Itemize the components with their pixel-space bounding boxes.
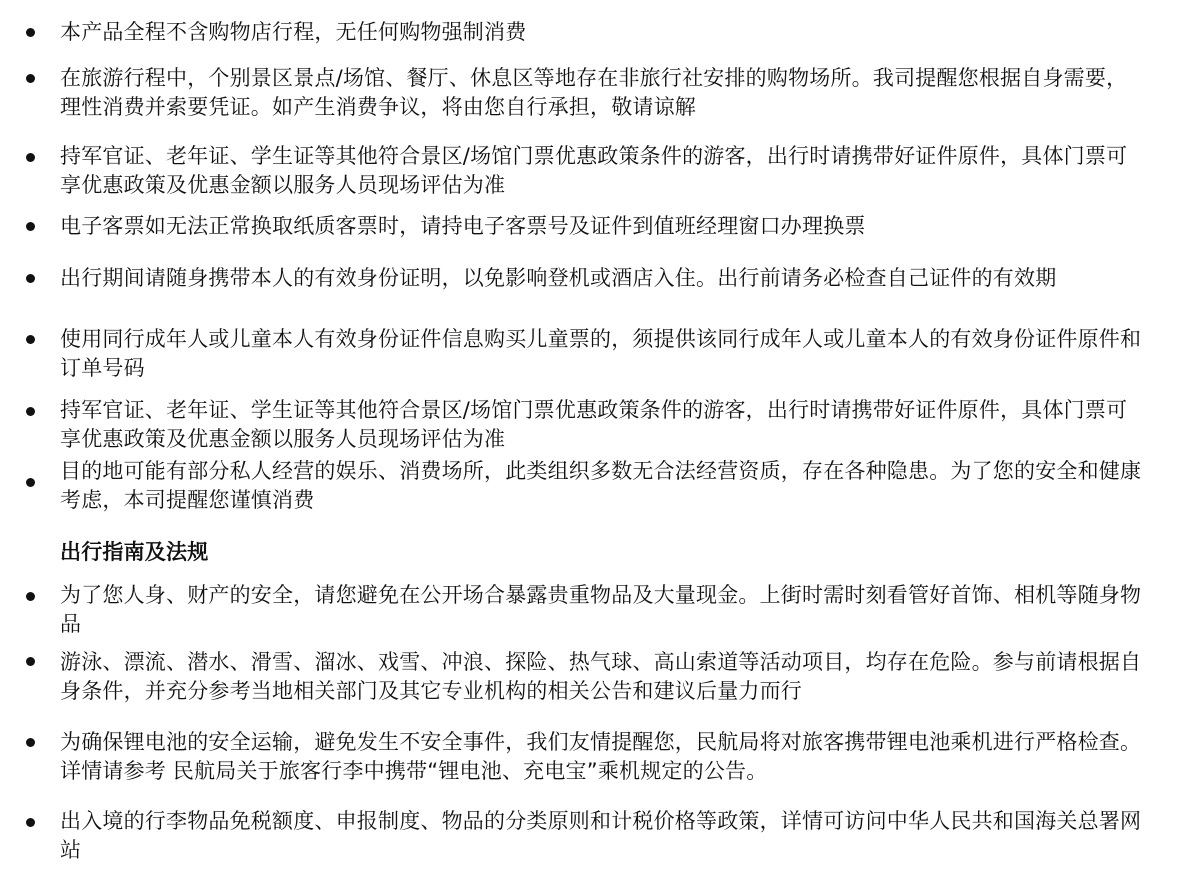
bullet-icon bbox=[26, 335, 35, 344]
list-item-text: 游泳、漂流、潜水、滑雪、溜冰、戏雪、冲浪、探险、热气球、高山索道等活动项目，均存在危险。参与前请根据自身条件，并充分参考当地相关部门及其它专业机构的相关公告和建议后量力而行 bbox=[60, 650, 1142, 703]
list-item-text: 本产品全程不含购物店行程，无任何购物强制消费 bbox=[60, 20, 527, 44]
bullet-icon bbox=[26, 222, 35, 231]
bullet-icon bbox=[26, 818, 35, 827]
list-item-text: 在旅游行程中，个别景区景点/场馆、餐厅、休息区等地存在非旅行社安排的购物场所。我司提醒您根据自身需要，理性消费并索要凭证。如产生消费争议，将由您自行承担，敬请谅解 bbox=[60, 66, 1128, 119]
bullet-icon bbox=[26, 657, 35, 666]
list-item-text: 出行期间请随身携带本人的有效身份证明，以免影响登机或酒店入住。出行前请务必检查自己证件的有效期 bbox=[60, 266, 1057, 290]
list-item-text: 目的地可能有部分私人经营的娱乐、消费场所，此类组织多数无合法经营资质，存在各种隐患。为了您的安全和健康考虑，本司提醒您谨慎消费 bbox=[60, 459, 1142, 512]
bullet-icon bbox=[26, 738, 35, 747]
list-item-text: 为了您人身、财产的安全，请您避免在公开场合暴露贵重物品及大量现金。上街时需时刻看管好首饰、相机等随身物品 bbox=[60, 583, 1142, 636]
list-item-text: 使用同行成年人或儿童本人有效身份证件信息购买儿童票的，须提供该同行成年人或儿童本人的有效身份证件原件和订单号码 bbox=[60, 327, 1142, 380]
bullet-icon bbox=[26, 478, 35, 487]
bullet-icon bbox=[26, 28, 35, 37]
bullet-icon bbox=[26, 74, 35, 83]
bullet-icon bbox=[26, 407, 35, 416]
section-heading: 出行指南及法规 bbox=[60, 540, 209, 564]
list-item-text: 为确保锂电池的安全运输，避免发生不安全事件，我们友情提醒您，民航局将对旅客携带锂电池乘机进行严格检查。详情请参考 民航局关于旅客行李中携带“锂电池、充电宝”乘机规定的公告。 bbox=[60, 730, 1142, 783]
bullet-icon bbox=[26, 274, 35, 283]
bullet-icon bbox=[26, 592, 35, 601]
bullet-icon bbox=[26, 153, 35, 162]
list-item-text: 持军官证、老年证、学生证等其他符合景区/场馆门票优惠政策条件的游客，出行时请携带好证件原件，具体门票可享优惠政策及优惠金额以服务人员现场评估为准 bbox=[60, 144, 1128, 197]
list-item-text: 持军官证、老年证、学生证等其他符合景区/场馆门票优惠政策条件的游客，出行时请携带好证件原件，具体门票可享优惠政策及优惠金额以服务人员现场评估为准 bbox=[60, 398, 1128, 451]
list-item-text: 电子客票如无法正常换取纸质客票时，请持电子客票号及证件到值班经理窗口办理换票 bbox=[60, 214, 866, 238]
list-item-text: 出入境的行李物品免税额度、申报制度、物品的分类原则和计税价格等政策，详情可访问中华人民共和国海关总署网站 bbox=[60, 809, 1142, 862]
